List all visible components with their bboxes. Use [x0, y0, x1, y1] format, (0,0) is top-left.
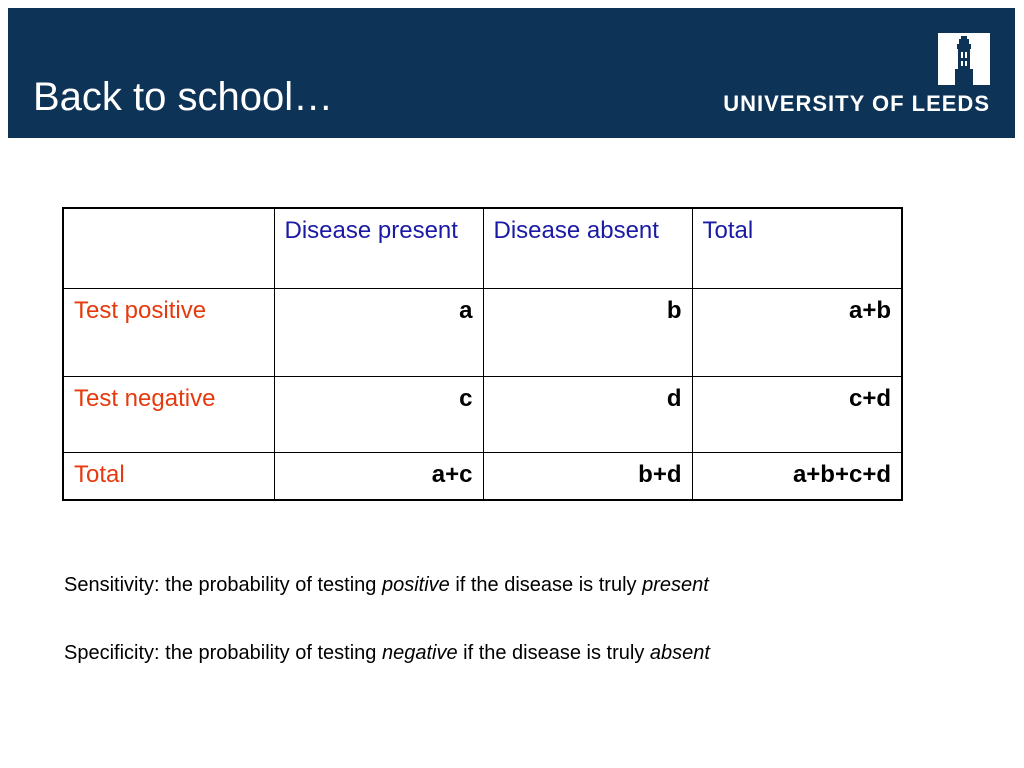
table-cell: a+b+c+d [692, 452, 902, 500]
table-corner-cell [63, 208, 274, 288]
table-cell: b+d [483, 452, 692, 500]
university-logo [700, 33, 990, 123]
specificity-condition: absent [649, 642, 710, 664]
table-cell: c [274, 376, 483, 452]
table-row [63, 376, 902, 452]
table-cell: a+b [692, 288, 902, 376]
specificity-prefix: Specificity: the probability of testing [64, 642, 382, 664]
table-cell: a+c [274, 452, 483, 500]
specificity-definition [64, 642, 710, 665]
column-header-total: Total [692, 208, 902, 288]
table-cell: a [274, 288, 483, 376]
row-header-test-positive: Test positive [63, 288, 274, 376]
leeds-tower-icon [938, 33, 990, 85]
slide-header [8, 8, 1015, 138]
row-header-test-negative: Test negative [63, 376, 274, 452]
specificity-term: negative [381, 642, 458, 664]
sensitivity-term: positive [381, 574, 450, 596]
column-header-disease-present: Disease present [274, 208, 483, 288]
sensitivity-definition [64, 574, 709, 597]
table-cell: d [483, 376, 692, 452]
specificity-middle: if the disease is truly [457, 642, 650, 664]
column-header-disease-absent: Disease absent [483, 208, 692, 288]
sensitivity-condition: present [642, 574, 709, 596]
sensitivity-prefix: Sensitivity: the probability of testing [64, 574, 382, 596]
table-header-row [63, 208, 902, 288]
sensitivity-middle: if the disease is truly [449, 574, 643, 596]
table-row [63, 288, 902, 376]
slide-title: Back to school… [33, 75, 334, 119]
row-header-total: Total [63, 452, 274, 500]
table-row [63, 452, 902, 500]
logo-text: UNIVERSITY OF LEEDS [723, 91, 990, 116]
table-cell: c+d [692, 376, 902, 452]
table-cell: b [483, 288, 692, 376]
contingency-table [62, 207, 903, 501]
